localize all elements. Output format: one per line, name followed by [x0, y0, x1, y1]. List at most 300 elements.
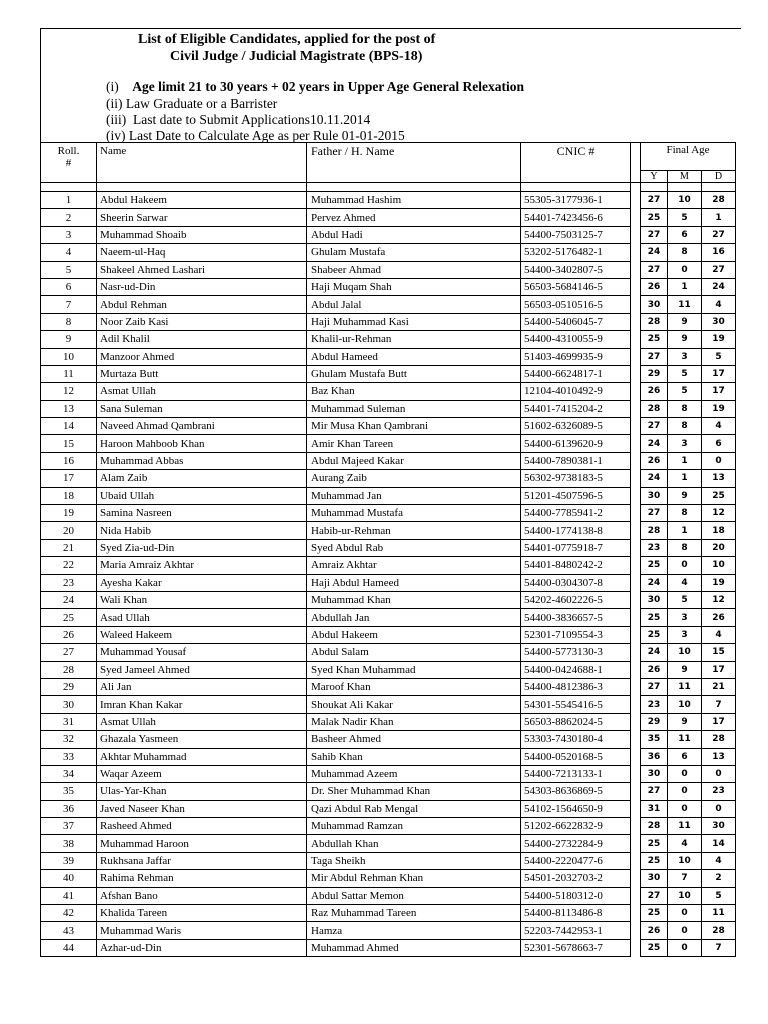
age-months-cell: 9	[668, 487, 702, 504]
name-cell: Abdul Rehman	[97, 296, 307, 313]
cnic-cell: 51602-6326089-5	[521, 418, 631, 435]
age-days-cell: 19	[702, 574, 736, 591]
age-days-cell: 15	[702, 644, 736, 661]
father-name-cell: Muhammad Jan	[307, 487, 521, 504]
gap-cell	[631, 470, 641, 487]
father-name-cell: Haji Abdul Hameed	[307, 574, 521, 591]
table-row	[41, 800, 736, 817]
table-row	[41, 591, 736, 608]
age-months-cell: 5	[668, 365, 702, 382]
name-cell: Muhammad Abbas	[97, 452, 307, 469]
gap-cell	[631, 939, 641, 956]
age-days-cell: 30	[702, 313, 736, 330]
father-name-cell: Abdul Hakeem	[307, 626, 521, 643]
age-days-cell: 28	[702, 192, 736, 209]
table-row	[41, 400, 736, 417]
father-name-cell: Ghulam Mustafa Butt	[307, 365, 521, 382]
table-row	[41, 244, 736, 261]
age-days-cell: 25	[702, 487, 736, 504]
cnic-cell: 53202-5176482-1	[521, 244, 631, 261]
age-months-cell: 5	[668, 209, 702, 226]
table-row	[41, 487, 736, 504]
age-years-cell: 23	[641, 539, 668, 556]
age-years-cell: 29	[641, 365, 668, 382]
father-name-cell: Sahib Khan	[307, 748, 521, 765]
age-days-cell: 4	[702, 418, 736, 435]
cnic-cell: 53303-7430180-4	[521, 731, 631, 748]
cnic-cell: 54400-7213133-1	[521, 765, 631, 782]
age-days-cell: 28	[702, 922, 736, 939]
age-days-cell: 11	[702, 905, 736, 922]
roll-cell: 34	[41, 765, 97, 782]
table-row	[41, 852, 736, 869]
gap-cell	[631, 574, 641, 591]
age-months-cell: 1	[668, 470, 702, 487]
age-days-cell: 5	[702, 348, 736, 365]
father-name-cell: Aurang Zaib	[307, 470, 521, 487]
roll-cell: 36	[41, 800, 97, 817]
gap-cell	[631, 226, 641, 243]
age-days-cell: 0	[702, 452, 736, 469]
father-name-cell: Muhammad Ahmed	[307, 939, 521, 956]
gap-cell	[631, 748, 641, 765]
criterion-text: Law Graduate or a Barrister	[125, 96, 278, 111]
age-months-cell: 8	[668, 505, 702, 522]
age-months-cell: 0	[668, 557, 702, 574]
title-line-2: Civil Judge / Judicial Magistrate (BPS-18)	[170, 49, 423, 64]
criterion-2	[106, 95, 277, 112]
father-name-cell: Muhammad Azeem	[307, 765, 521, 782]
criterion-3	[106, 111, 370, 128]
age-years-cell: 24	[641, 644, 668, 661]
cnic-cell: 12104-4010492-9	[521, 383, 631, 400]
age-days-cell: 18	[702, 522, 736, 539]
age-days-cell: 17	[702, 661, 736, 678]
gap-cell	[631, 539, 641, 556]
criterion-1	[106, 78, 524, 95]
name-cell: Ghazala Yasmeen	[97, 731, 307, 748]
age-years-cell: 27	[641, 505, 668, 522]
name-cell: Muhammad Waris	[97, 922, 307, 939]
father-name-cell: Abdul Salam	[307, 644, 521, 661]
gap-cell	[631, 313, 641, 330]
age-months-cell: 4	[668, 835, 702, 852]
age-days-cell: 17	[702, 713, 736, 730]
father-name-cell: Mir Musa Khan Qambrani	[307, 418, 521, 435]
roll-cell: 37	[41, 818, 97, 835]
name-cell: Syed Zia-ud-Din	[97, 539, 307, 556]
name-cell: Ali Jan	[97, 678, 307, 695]
age-years-cell: 23	[641, 696, 668, 713]
table-row	[41, 383, 736, 400]
gap-cell	[631, 870, 641, 887]
age-months-cell: 10	[668, 696, 702, 713]
table-row	[41, 522, 736, 539]
age-years-cell: 25	[641, 331, 668, 348]
table-row	[41, 574, 736, 591]
roll-cell: 16	[41, 452, 97, 469]
age-years-cell: 30	[641, 870, 668, 887]
column-header-name: Name	[97, 143, 307, 183]
roll-cell: 9	[41, 331, 97, 348]
table-row	[41, 435, 736, 452]
gap-cell	[631, 209, 641, 226]
cnic-cell: 54401-7423456-6	[521, 209, 631, 226]
roll-cell: 31	[41, 713, 97, 730]
table-row	[41, 696, 736, 713]
gap-cell	[631, 192, 641, 209]
gap-cell	[631, 644, 641, 661]
roll-cell: 25	[41, 609, 97, 626]
gap-cell	[631, 365, 641, 382]
table-row	[41, 296, 736, 313]
criterion-number: (iii)	[106, 112, 127, 127]
name-cell: Akhtar Muhammad	[97, 748, 307, 765]
roll-cell: 3	[41, 226, 97, 243]
father-name-cell: Baz Khan	[307, 383, 521, 400]
age-days-cell: 4	[702, 296, 736, 313]
cnic-cell: 54400-0520168-5	[521, 748, 631, 765]
name-cell: Maria Amraiz Akhtar	[97, 557, 307, 574]
table-row	[41, 557, 736, 574]
name-cell: Imran Khan Kakar	[97, 696, 307, 713]
cnic-cell: 54400-5406045-7	[521, 313, 631, 330]
name-cell: Manzoor Ahmed	[97, 348, 307, 365]
gap-cell	[631, 522, 641, 539]
father-name-cell: Hamza	[307, 922, 521, 939]
gap-cell	[631, 609, 641, 626]
table-row	[41, 661, 736, 678]
title-line-1: List of Eligible Candidates, applied for the post of	[138, 32, 436, 47]
name-cell: Asmat Ullah	[97, 383, 307, 400]
age-months-cell: 1	[668, 278, 702, 295]
criterion-text: Age limit 21 to 30 years + 02 years in Upper Age General Relexation	[132, 79, 525, 94]
name-cell: Afshan Bano	[97, 887, 307, 904]
age-years-cell: 27	[641, 418, 668, 435]
criterion-text: Last Date to Calculate Age as per Rule 01-01-2015	[128, 128, 405, 143]
candidates-table	[40, 142, 736, 957]
roll-cell: 20	[41, 522, 97, 539]
cnic-cell: 54400-7503125-7	[521, 226, 631, 243]
age-years-cell: 27	[641, 192, 668, 209]
roll-cell: 14	[41, 418, 97, 435]
name-cell: Khalida Tareen	[97, 905, 307, 922]
table-row	[41, 470, 736, 487]
name-cell: Asad Ullah	[97, 609, 307, 626]
gap-cell	[631, 818, 641, 835]
age-months-cell: 10	[668, 852, 702, 869]
age-days-cell: 2	[702, 870, 736, 887]
gap-cell	[631, 661, 641, 678]
age-months-cell: 9	[668, 331, 702, 348]
age-years-cell: 28	[641, 313, 668, 330]
father-name-cell: Muhammad Suleman	[307, 400, 521, 417]
cnic-cell: 54400-8113486-8	[521, 905, 631, 922]
age-years-cell: 25	[641, 609, 668, 626]
age-days-cell: 14	[702, 835, 736, 852]
table-row	[41, 939, 736, 956]
father-name-cell: Ghulam Mustafa	[307, 244, 521, 261]
cnic-cell: 54401-0775918-7	[521, 539, 631, 556]
cnic-cell: 54400-7785941-2	[521, 505, 631, 522]
father-name-cell: Qazi Abdul Rab Mengal	[307, 800, 521, 817]
father-name-cell: Amir Khan Tareen	[307, 435, 521, 452]
age-days-cell: 26	[702, 609, 736, 626]
cnic-cell: 52301-7109554-3	[521, 626, 631, 643]
gap-cell	[631, 800, 641, 817]
cnic-cell: 54501-2032703-2	[521, 870, 631, 887]
table-row	[41, 331, 736, 348]
father-name-cell: Basheer Ahmed	[307, 731, 521, 748]
table-row	[41, 748, 736, 765]
roll-cell: 21	[41, 539, 97, 556]
age-years-cell: 28	[641, 400, 668, 417]
father-name-cell: Amraiz Akhtar	[307, 557, 521, 574]
age-months-cell: 3	[668, 348, 702, 365]
gap-cell	[631, 487, 641, 504]
age-years-cell: 28	[641, 522, 668, 539]
father-name-cell: Maroof Khan	[307, 678, 521, 695]
age-days-cell: 4	[702, 852, 736, 869]
name-cell: Nasr-ud-Din	[97, 278, 307, 295]
gap-cell	[631, 244, 641, 261]
age-months-cell: 0	[668, 939, 702, 956]
age-years-cell: 31	[641, 800, 668, 817]
age-months-cell: 9	[668, 661, 702, 678]
age-years-cell: 29	[641, 713, 668, 730]
father-name-cell: Khalil-ur-Rehman	[307, 331, 521, 348]
age-months-cell: 3	[668, 435, 702, 452]
column-header-days: D	[702, 171, 736, 183]
age-days-cell: 27	[702, 226, 736, 243]
age-years-cell: 30	[641, 765, 668, 782]
table-row	[41, 783, 736, 800]
age-days-cell: 4	[702, 626, 736, 643]
age-years-cell: 24	[641, 574, 668, 591]
father-name-cell: Muhammad Mustafa	[307, 505, 521, 522]
gap-cell	[631, 765, 641, 782]
gap-cell	[631, 452, 641, 469]
table-row	[41, 644, 736, 661]
roll-cell: 30	[41, 696, 97, 713]
roll-cell: 15	[41, 435, 97, 452]
cnic-cell: 54400-6139620-9	[521, 435, 631, 452]
age-days-cell: 30	[702, 818, 736, 835]
gap-cell	[631, 435, 641, 452]
father-name-cell: Habib-ur-Rehman	[307, 522, 521, 539]
age-days-cell: 13	[702, 748, 736, 765]
age-years-cell: 24	[641, 470, 668, 487]
table-row	[41, 365, 736, 382]
father-name-cell: Shoukat Ali Kakar	[307, 696, 521, 713]
gap-cell	[631, 783, 641, 800]
age-days-cell: 1	[702, 209, 736, 226]
cnic-cell: 54401-7415204-2	[521, 400, 631, 417]
column-header-months: M	[668, 171, 702, 183]
age-days-cell: 19	[702, 400, 736, 417]
father-name-cell: Pervez Ahmed	[307, 209, 521, 226]
age-years-cell: 27	[641, 678, 668, 695]
father-name-cell: Taga Sheikh	[307, 852, 521, 869]
roll-cell: 40	[41, 870, 97, 887]
age-years-cell: 27	[641, 348, 668, 365]
roll-cell: 18	[41, 487, 97, 504]
table-spacer-row	[41, 183, 736, 192]
roll-cell: 12	[41, 383, 97, 400]
roll-cell: 38	[41, 835, 97, 852]
roll-cell: 33	[41, 748, 97, 765]
age-days-cell: 13	[702, 470, 736, 487]
roll-cell: 13	[41, 400, 97, 417]
roll-cell: 22	[41, 557, 97, 574]
age-months-cell: 0	[668, 800, 702, 817]
gap-cell	[631, 278, 641, 295]
roll-cell: 2	[41, 209, 97, 226]
table-row	[41, 261, 736, 278]
age-months-cell: 0	[668, 765, 702, 782]
father-name-cell: Abdullah Jan	[307, 609, 521, 626]
gap-cell	[631, 731, 641, 748]
age-days-cell: 20	[702, 539, 736, 556]
roll-cell: 39	[41, 852, 97, 869]
age-months-cell: 8	[668, 539, 702, 556]
father-name-cell: Abdul Hadi	[307, 226, 521, 243]
name-cell: Javed Naseer Khan	[97, 800, 307, 817]
age-months-cell: 8	[668, 400, 702, 417]
age-days-cell: 28	[702, 731, 736, 748]
age-years-cell: 25	[641, 852, 668, 869]
age-years-cell: 26	[641, 383, 668, 400]
age-months-cell: 0	[668, 922, 702, 939]
cnic-cell: 56503-0510516-5	[521, 296, 631, 313]
cnic-cell: 54400-1774138-8	[521, 522, 631, 539]
age-years-cell: 25	[641, 939, 668, 956]
age-days-cell: 27	[702, 261, 736, 278]
cnic-cell: 54400-0424688-1	[521, 661, 631, 678]
cnic-cell: 56503-5684146-5	[521, 278, 631, 295]
cnic-cell: 54400-3836657-5	[521, 609, 631, 626]
cnic-cell: 54400-5180312-0	[521, 887, 631, 904]
roll-cell: 24	[41, 591, 97, 608]
table-row	[41, 870, 736, 887]
age-years-cell: 24	[641, 244, 668, 261]
father-name-cell: Abdullah Khan	[307, 835, 521, 852]
name-cell: Nida Habib	[97, 522, 307, 539]
age-months-cell: 6	[668, 748, 702, 765]
name-cell: Noor Zaib Kasi	[97, 313, 307, 330]
cnic-cell: 56503-8862024-5	[521, 713, 631, 730]
gap-cell	[631, 852, 641, 869]
age-years-cell: 30	[641, 296, 668, 313]
table-row	[41, 922, 736, 939]
age-years-cell: 24	[641, 435, 668, 452]
name-cell: Rasheed Ahmed	[97, 818, 307, 835]
name-cell: Syed Jameel Ahmed	[97, 661, 307, 678]
age-years-cell: 25	[641, 557, 668, 574]
roll-cell: 6	[41, 278, 97, 295]
age-days-cell: 10	[702, 557, 736, 574]
age-years-cell: 30	[641, 591, 668, 608]
name-cell: Sheerin Sarwar	[97, 209, 307, 226]
age-months-cell: 11	[668, 818, 702, 835]
cnic-cell: 51201-4507596-5	[521, 487, 631, 504]
table-row	[41, 226, 736, 243]
age-months-cell: 9	[668, 713, 702, 730]
table-row	[41, 278, 736, 295]
cnic-cell: 54202-4602226-5	[521, 591, 631, 608]
age-months-cell: 10	[668, 192, 702, 209]
age-months-cell: 3	[668, 626, 702, 643]
table-row	[41, 609, 736, 626]
cnic-cell: 54400-7890381-1	[521, 452, 631, 469]
father-name-cell: Muhammad Ramzan	[307, 818, 521, 835]
father-name-cell: Mir Abdul Rehman Khan	[307, 870, 521, 887]
cnic-cell: 51202-6622832-9	[521, 818, 631, 835]
age-days-cell: 16	[702, 244, 736, 261]
name-cell: Muhammad Yousaf	[97, 644, 307, 661]
cnic-cell: 54400-0304307-8	[521, 574, 631, 591]
column-header-final-age: Final Age	[641, 143, 736, 171]
name-cell: Naveed Ahmad Qambrani	[97, 418, 307, 435]
age-years-cell: 30	[641, 487, 668, 504]
age-years-cell: 26	[641, 661, 668, 678]
cnic-cell: 54400-5773130-3	[521, 644, 631, 661]
age-months-cell: 1	[668, 522, 702, 539]
age-days-cell: 6	[702, 435, 736, 452]
gap-cell	[631, 261, 641, 278]
gap-cell	[631, 835, 641, 852]
father-name-cell: Syed Khan Muhammad	[307, 661, 521, 678]
table-row	[41, 452, 736, 469]
table-body	[41, 192, 736, 957]
father-name-cell: Shabeer Ahmad	[307, 261, 521, 278]
gap-cell	[631, 922, 641, 939]
criterion-number: (i)	[106, 79, 119, 94]
table-row	[41, 505, 736, 522]
table-row	[41, 678, 736, 695]
gap-cell	[631, 887, 641, 904]
gap-cell	[631, 678, 641, 695]
document-title	[138, 31, 558, 65]
gap-cell	[631, 505, 641, 522]
age-days-cell: 12	[702, 591, 736, 608]
roll-cell: 26	[41, 626, 97, 643]
name-cell: Azhar-ud-Din	[97, 939, 307, 956]
age-months-cell: 1	[668, 452, 702, 469]
age-months-cell: 11	[668, 678, 702, 695]
father-name-cell: Haji Muqam Shah	[307, 278, 521, 295]
age-days-cell: 19	[702, 331, 736, 348]
age-years-cell: 36	[641, 748, 668, 765]
gap-cell	[631, 418, 641, 435]
age-years-cell: 25	[641, 209, 668, 226]
roll-cell: 44	[41, 939, 97, 956]
table-row	[41, 731, 736, 748]
gap-cell	[631, 713, 641, 730]
table-row	[41, 313, 736, 330]
age-months-cell: 9	[668, 313, 702, 330]
age-months-cell: 7	[668, 870, 702, 887]
name-cell: Abdul Hakeem	[97, 192, 307, 209]
roll-cell: 32	[41, 731, 97, 748]
roll-cell: 1	[41, 192, 97, 209]
age-years-cell: 25	[641, 835, 668, 852]
column-header-cnic: CNIC #	[521, 143, 631, 183]
gap-cell	[631, 696, 641, 713]
name-cell: Rukhsana Jaffar	[97, 852, 307, 869]
cnic-cell: 54301-5545416-5	[521, 696, 631, 713]
column-header-father: Father / H. Name	[307, 143, 521, 183]
